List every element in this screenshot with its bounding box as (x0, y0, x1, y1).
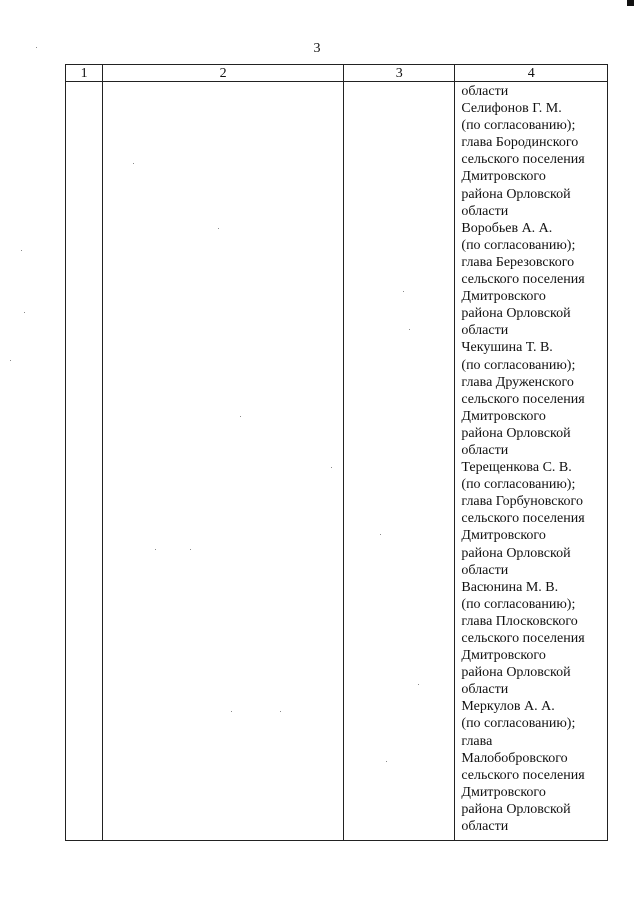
scan-corner-mark (627, 0, 634, 6)
column-4-line: района Орловской (461, 186, 571, 202)
column-4-line: (по согласованию); (461, 118, 576, 134)
scan-speck (280, 711, 281, 712)
column-4-line: глава Плосковского (461, 613, 578, 629)
column-4-line: сельского поселения (461, 152, 585, 168)
scan-speck (380, 534, 381, 535)
column-4-line: Дмитровского (461, 528, 546, 544)
scan-speck (190, 549, 191, 550)
column-4-line: глава Березовского (461, 254, 575, 270)
column-4-line: глава Друженского (461, 374, 574, 390)
cell-column-4 (455, 82, 608, 841)
column-4-line: сельского поселения (461, 391, 585, 407)
column-header-4: 4 (455, 65, 608, 82)
column-4-line: Васюнина М. В. (461, 579, 559, 595)
column-4-line: сельского поселения (461, 511, 585, 527)
scan-speck (240, 416, 241, 417)
column-4-line: Дмитровского (461, 648, 546, 664)
cell-column-1 (66, 82, 103, 841)
cell-column-3 (344, 82, 455, 841)
column-4-line: района Орловской (461, 665, 571, 681)
column-4-line: области (461, 562, 509, 578)
scan-speck (21, 250, 22, 251)
scan-speck (10, 360, 11, 361)
column-4-line: района Орловской (461, 425, 571, 441)
column-4-line: Меркулов А. А. (461, 699, 555, 715)
column-4-line: района Орловской (461, 545, 571, 561)
column-4-line: области (461, 84, 509, 99)
scan-speck (409, 329, 410, 330)
scan-speck (36, 47, 37, 48)
column-header-1: 1 (66, 65, 103, 82)
column-4-line: (по согласованию); (461, 716, 576, 732)
scan-speck (418, 684, 419, 685)
scan-speck (231, 711, 232, 712)
column-4-line: сельского поселения (461, 272, 585, 288)
column-4-line: Терещенкова С. В. (461, 460, 572, 476)
column-4-line: (по согласованию); (461, 477, 576, 493)
scan-speck (218, 228, 219, 229)
column-4-line: области (461, 323, 509, 339)
column-4-line: глава Горбуновского (461, 494, 583, 510)
column-header-3: 3 (344, 65, 455, 82)
column-4-line: (по согласованию); (461, 596, 576, 612)
column-4-line: (по согласованию); (461, 357, 576, 373)
scan-speck (331, 467, 332, 468)
column-4-line: (по согласованию); (461, 237, 576, 253)
column-4-line: района Орловской (461, 801, 571, 817)
scan-speck (24, 312, 25, 313)
page-number: 3 (313, 41, 321, 56)
scan-speck (403, 291, 404, 292)
cell-column-2 (103, 82, 344, 841)
column-4-line: района Орловской (461, 306, 571, 322)
column-header-2: 2 (103, 65, 344, 82)
column-4-line: глава Бородинского (461, 135, 579, 151)
column-4-line: Чекушина Т. В. (461, 340, 553, 356)
column-4-line: сельского поселения (461, 631, 585, 646)
column-4-line: Воробьев А. А. (461, 220, 553, 236)
column-4-line: Дмитровского (461, 289, 546, 305)
table-row (66, 82, 608, 841)
column-4-text (455, 82, 607, 835)
column-4-line: Дмитровского (461, 408, 546, 424)
column-4-line: области (461, 819, 509, 835)
column-4-line: области (461, 203, 509, 219)
column-4-line: области (461, 682, 509, 698)
column-4-line: Дмитровского (461, 784, 546, 800)
column-4-line: области (461, 442, 509, 458)
column-4-line: Дмитровского (461, 169, 546, 185)
scan-speck (133, 163, 134, 164)
table-header-row (66, 65, 608, 82)
column-4-line: глава (461, 733, 493, 749)
column-4-line: сельского поселения (461, 767, 585, 783)
scan-speck (155, 549, 156, 550)
column-4-line: Малобобровского (461, 750, 568, 766)
scan-speck (386, 761, 387, 762)
column-4-line: Селифонов Г. М. (461, 101, 562, 117)
document-table (65, 64, 608, 841)
